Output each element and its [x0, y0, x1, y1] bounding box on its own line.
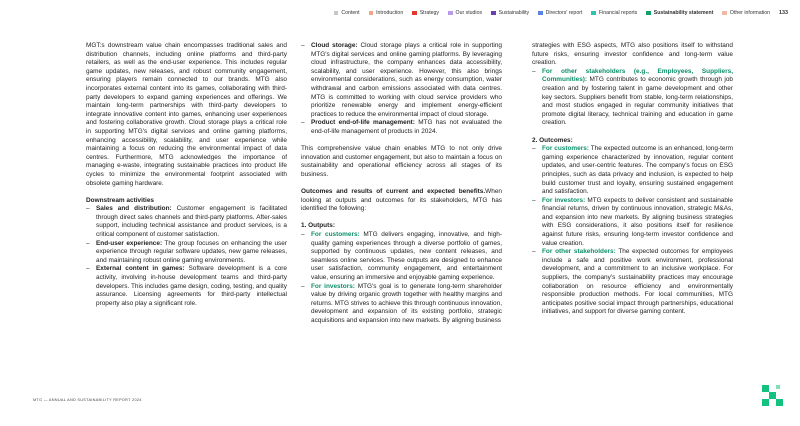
continued-paragraph: strategies with ESG aspects, MTG also positions itself to withstand future risks, ensuring investor confidence and long-term value creation. — [532, 42, 733, 67]
nav-swatch — [491, 11, 496, 16]
value-chain-paragraph: MGT:s downstream value chain encompasses traditional sales and distribution channels, including online platforms and third-party retailers, as well as the end-user experience. This includes regular game updates, new releases, and robust community engagement, ensuring players remain connected to our brands. MTG also incorporates external content into its games, collaborating with third-party developers to expand gaming experiences and offerings. We maintain long-term partnerships with third-party developers to integrate innovative content into games, enhancing user experiences and fostering collaborative growth. Cloud storage plays a critical role in supporting MTG's digital services and online gaming platforms, enhancing accessibility, scalability, and user experience while maintaining a focus on reducing the environmental impact of data centres. Furthermore, MTG acknowledges the importance of managing e-waste, integrating sustainable practices into product life cycles to minimize the environmental footprint associated with obsolete gaming hardware. — [86, 42, 287, 187]
text-column-2 — [301, 42, 502, 326]
list-item-text: MTG's goal is to generate long-term shareholder value by driving organic growth together with healthy margins and returns. MTG strives to achieve this through continuous innovation, development and expansion of its existing portfolio, strategic acquisitions and expansion into new markets. By aligning business — [311, 282, 502, 324]
nav-item-directors-report[interactable] — [538, 10, 582, 16]
nav-swatch — [538, 11, 543, 16]
list-item-text: The expected outcome is an enhanced, long-term gaming experience characterized by innovation, regular content updates, and user-centric features. The company's focus on ESG principles, such as data privacy and inclusion, is expected to help build customer trust and loyalty, ensuring sustained engagement and satisfaction. — [542, 145, 733, 196]
list-item — [532, 68, 733, 128]
nav-label: Content — [341, 10, 360, 16]
list-item-text: MTG delivers engaging, innovative, and high-quality gaming experiences through a diverse portfolio of games, supported by continuous updates, new content releases, and seamless online services. These outputs are designed to enhance user satisfaction, community engagement, and entertainment value, ensuring an immersive and enjoyable gaming experience. — [311, 231, 502, 282]
nav-swatch — [646, 11, 651, 16]
list-item-label: For other stakeholders: — [542, 248, 616, 256]
list-item — [532, 197, 733, 249]
list-item — [86, 265, 287, 308]
nav-item-sustainability[interactable] — [491, 10, 529, 16]
list-item — [301, 42, 502, 119]
list-item-label: Cloud storage: — [311, 42, 358, 49]
list-item-text: MTG has not evaluated the end-of-life management of products in 2024. — [311, 119, 502, 135]
list-item — [301, 119, 502, 136]
list-item-text: Cloud storage plays a critical role in supporting MTG's digital services and online gaming platforms. By leveraging cloud infrastructure, the company enhances data accessibility, scalability, and user experience. However, this also brings environmental considerations, such as energy consumption, water withdrawal and carbon emissions associated with data centres. MTG is committed to working with cloud service providers who prioritize renewable energy and implement energy-efficient practices to reduce the environmental impact of cloud storage. — [311, 42, 503, 118]
list-item — [86, 240, 287, 266]
nav-item-strategy[interactable] — [412, 10, 439, 16]
nav-item-our-studios[interactable] — [448, 10, 482, 16]
summary-paragraph: This comprehensive value chain enables MTG to not only drive innovation and customer engagement, but also to maintain a focus on sustainability and operational efficiency across all stages of its business. — [301, 145, 502, 178]
list-item-label: For other stakeholders (e.g., Employees, Suppliers, Communities): — [542, 67, 733, 84]
nav-label: Other information — [729, 10, 770, 16]
nav-item-other-information[interactable] — [722, 10, 770, 16]
nav-label: Our studios — [455, 10, 483, 16]
list-item-label: For customers: — [311, 231, 360, 239]
list-item — [301, 231, 502, 283]
nav-swatch — [412, 11, 417, 16]
nav-item-financial-reports[interactable] — [591, 10, 637, 16]
list-item-text: The expected outcomes for employees include a safe and positive work environment, professional development, and a commitment to an inclusive workplace. For suppliers, the company's sustainability practices may encourage collaboration on resource efficiency and environmentally responsible production methods. For local communities, MTG anticipates positive social impact through partnerships, educational initiatives, and support for diverse gaming content. — [542, 248, 733, 316]
nav-item-sustainability-statement[interactable] — [646, 10, 713, 16]
text-column-3 — [532, 42, 733, 317]
list-item-label: Product end-of-life management: — [311, 119, 415, 127]
nav-swatch — [334, 11, 339, 16]
mtg-logo-icon — [762, 385, 785, 408]
list-item-text: MTG expects to deliver consistent and sustainable financial returns, driven by continuous innovation, strategic M&As, and expansion into new markets. By aligning business strategies with ESG considerations, it also positions itself for resilience against future risks, ensuring long-term investor confidence and value creation. — [542, 196, 733, 247]
downstream-heading: Downstream activities — [86, 196, 154, 204]
nav-swatch — [448, 11, 453, 16]
list-item — [532, 248, 733, 317]
list-item-label: For investors: — [542, 196, 586, 204]
list-item-label: End-user experience: — [96, 239, 163, 247]
list-item — [532, 145, 733, 197]
section-navigation — [226, 10, 788, 16]
list-item — [86, 205, 287, 239]
outcomes-intro-text: When looking at outputs and outcomes for its stakeholders, MTG has identified the following: — [301, 188, 502, 213]
outcomes-heading: 2. Outcomes: — [532, 136, 573, 144]
nav-label: Strategy — [419, 10, 440, 16]
list-item-text: MTG contributes to economic growth through job creation and by fostering talent in game development and other key sectors. Suppliers benefit from stable, long-term relationships, and most studios engaged in regular community initiatives that promote digital literacy, technical training and education in game creation. — [542, 76, 733, 127]
nav-item-introduction[interactable] — [369, 10, 404, 16]
list-item-text: Customer engagement is facilitated through direct sales channels and third-party platforms. After-sales support, including technical assistance and product services, is a critical component of customer satisfaction. — [96, 205, 288, 239]
list-item-text: The group focuses on enhancing the user experience through regular software updates, new game releases, and maintaining robust online gaming environments. — [96, 239, 287, 264]
outcomes-intro-bold: Outcomes and results of current and expected benefits. — [301, 188, 486, 196]
nav-swatch — [591, 11, 596, 16]
page-number: 133 — [779, 10, 788, 16]
list-item-label: For investors: — [311, 282, 355, 290]
nav-label: Sustainability statement — [653, 10, 714, 16]
text-column-1 — [86, 42, 287, 308]
list-item-text: Software development is a core activity, involving in-house development teams and third-party developers. This includes game design, coding, testing, and quality assurance. Licensing agreements for third-party intellectual property also play a significant role. — [96, 265, 287, 307]
nav-label: Financial reports — [598, 10, 638, 16]
nav-label: Directors' report — [545, 10, 583, 16]
nav-swatch — [722, 11, 727, 16]
nav-item-content[interactable] — [334, 10, 360, 16]
footer-report-title: MTG — ANNUAL AND SUSTAINABILITY REPORT 2024 — [33, 398, 142, 402]
list-item-label: For customers: — [542, 145, 589, 153]
nav-label: Sustainability — [498, 10, 530, 16]
outcomes-intro-paragraph — [301, 188, 502, 214]
list-item-label: External content in games: — [96, 265, 185, 273]
nav-swatch — [369, 11, 374, 16]
outputs-heading: 1. Outputs: — [301, 222, 335, 230]
nav-label: Introduction — [376, 10, 404, 16]
list-item — [301, 283, 502, 326]
list-item-label: Sales and distribution: — [96, 205, 172, 213]
